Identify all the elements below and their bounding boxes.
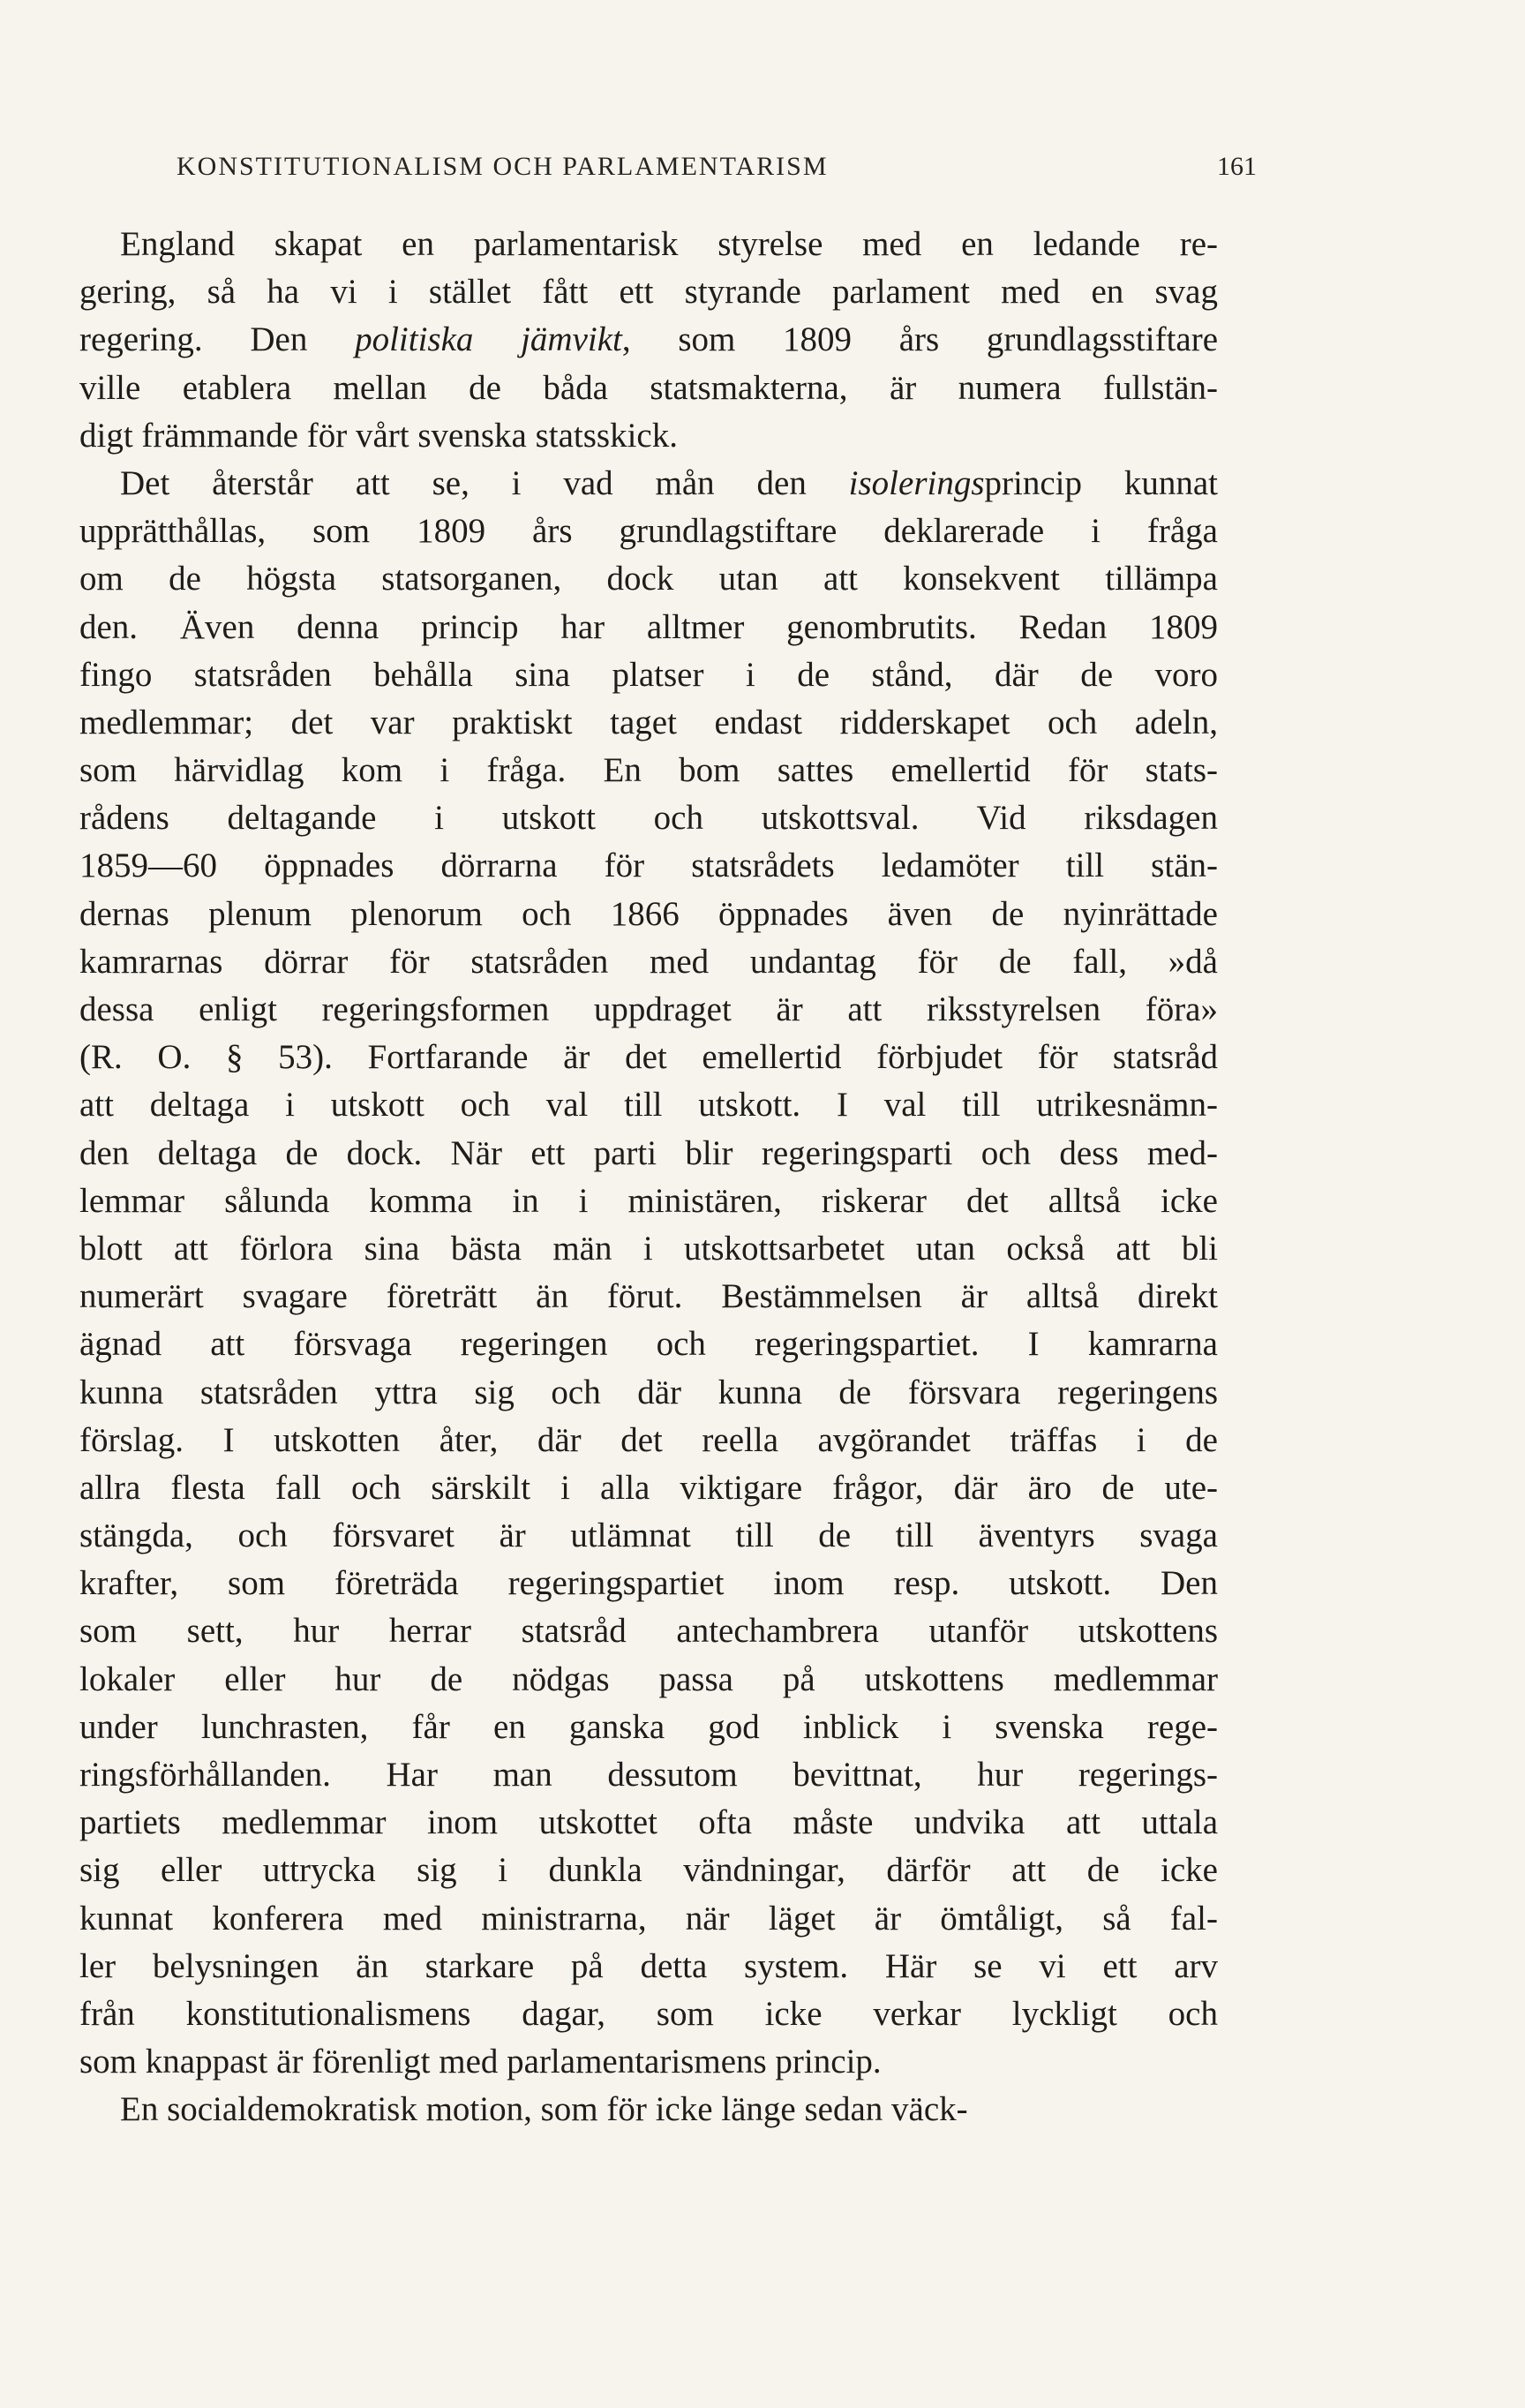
text-line: lemmar sålunda komma in i ministären, riskerar det alltså icke — [79, 1181, 1218, 1220]
text-line: ville etablera mellan de båda statsmakterna, är numera fullstän- — [79, 368, 1218, 407]
text-line: dessa enligt regeringsformen uppdraget är att riksstyrelsen föra» — [79, 990, 1218, 1028]
text-line: kunnat konferera med ministrarna, när läget är ömtåligt, så fal- — [79, 1899, 1218, 1938]
text-line: blott att förlora sina bästa män i utskottsarbetet utan också att bli — [79, 1229, 1218, 1268]
text-line: rådens deltagande i utskott och utskottsval. Vid riksdagen — [79, 799, 1218, 838]
text-line: den. Även denna princip har alltmer genombrutits. Redan 1809 — [79, 607, 1218, 646]
text-line: regering. Den politiska jämvikt, som 1809 års grundlagsstiftare — [79, 320, 1218, 359]
text-line: krafter, som företräda regeringspartiet inom resp. utskott. Den — [79, 1564, 1218, 1603]
text-line: Det återstår att se, i vad mån den isoleringsprincip kunnat — [120, 463, 1218, 502]
text-line: kamrarnas dörrar för statsråden med undantag för de fall, »då — [79, 942, 1218, 981]
italic-term: isolerings — [848, 463, 985, 502]
text-line: England skapat en parlamentarisk styrelse med en ledande re- — [120, 225, 1218, 263]
text-line: den deltaga de dock. När ett parti blir regeringsparti och dess med- — [79, 1133, 1218, 1172]
text-line: digt främmande för vårt svenska statsskick. — [79, 416, 678, 455]
text-line: kunna statsråden yttra sig och där kunna de försvara regeringens — [79, 1373, 1218, 1411]
italic-term: politiska jämvikt — [355, 320, 622, 359]
text-line: 1859—60 öppnades dörrarna för statsrådets ledamöter till stän- — [79, 847, 1218, 885]
text-line: lokaler eller hur de nödgas passa på utskottens medlemmar — [79, 1659, 1218, 1698]
body-text — [79, 221, 1218, 2134]
text-line: om de högsta statsorganen, dock utan att konsekvent tillämpa — [79, 560, 1218, 598]
text-line: gering, så ha vi i stället fått ett styrande parlament med en svag — [79, 273, 1218, 312]
text-line: som härvidlag kom i fråga. En bom sattes emellertid för stats- — [79, 751, 1218, 790]
text-line: att deltaga i utskott och val till utskott. I val till utrikesnämn- — [79, 1086, 1218, 1125]
running-title: KONSTITUTIONALISM OCH PARLAMENTARISM — [177, 152, 829, 181]
text-line: allra flesta fall och särskilt i alla viktigare frågor, där äro de ute- — [79, 1468, 1218, 1507]
text-line: dernas plenum plenorum och 1866 öppnades även de nyinrättade — [79, 894, 1218, 933]
text-line: som sett, hur herrar statsråd antechambrera utanför utskottens — [79, 1612, 1218, 1651]
text-line: upprätthållas, som 1809 års grundlagstiftare deklarerade i fråga — [79, 512, 1218, 551]
text-line: under lunchrasten, får en ganska god inblick i svenska rege- — [79, 1707, 1218, 1746]
text-line: sig eller uttrycka sig i dunkla vändningar, därför att de icke — [79, 1851, 1218, 1890]
text-line: medlemmar; det var praktiskt taget endast ridderskapet och adeln, — [79, 703, 1218, 741]
text-line: stängda, och försvaret är utlämnat till de till äventyrs svaga — [79, 1516, 1218, 1555]
text-line: (R. O. § 53). Fortfarande är det emellertid förbjudet för statsråd — [79, 1038, 1218, 1077]
text-line: fingo statsråden behålla sina platser i de stånd, där de voro — [79, 655, 1218, 694]
text-line: En socialdemokratisk motion, som för icke länge sedan väck- — [120, 2090, 968, 2129]
running-head — [177, 152, 1257, 191]
text-line: förslag. I utskotten åter, där det reella avgörandet träffas i de — [79, 1420, 1218, 1459]
text-line: ringsförhållanden. Har man dessutom bevittnat, hur regerings- — [79, 1756, 1218, 1794]
text-line: numerärt svagare företrätt än förut. Bestämmelsen är alltså direkt — [79, 1277, 1218, 1316]
text-line: från konstitutionalismens dagar, som icke verkar lyckligt och — [79, 1994, 1218, 2033]
page-number: 161 — [1217, 152, 1257, 181]
text-line: ägnad att försvaga regeringen och regeringspartiet. I kamrarna — [79, 1325, 1218, 1364]
text-line: som knappast är förenligt med parlamentarismens princip. — [79, 2043, 882, 2081]
text-line: ler belysningen än starkare på detta system. Här se vi ett arv — [79, 1946, 1218, 1985]
text-line: partiets medlemmar inom utskottet ofta måste undvika att uttala — [79, 1803, 1218, 1842]
